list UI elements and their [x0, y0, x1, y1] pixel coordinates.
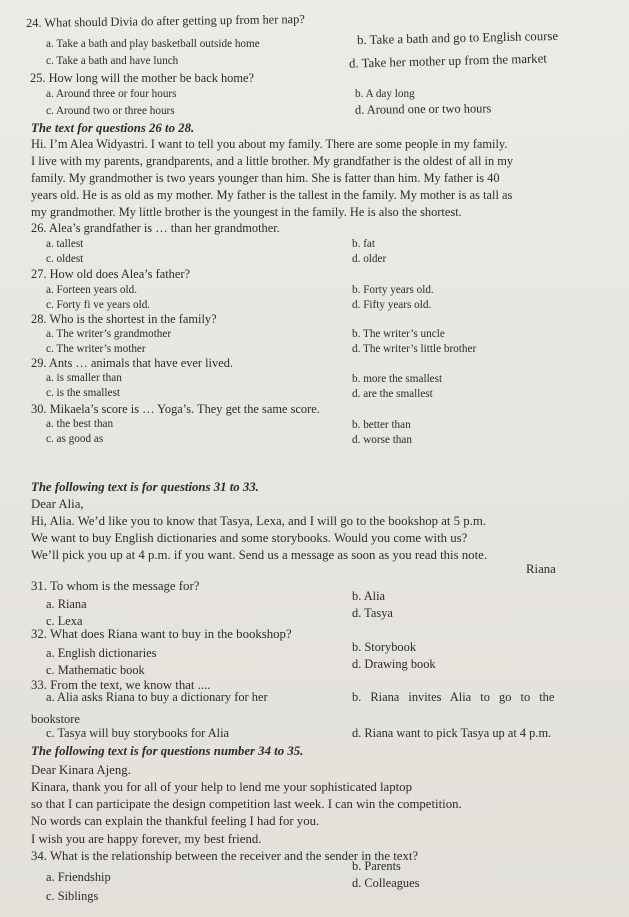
- text3-line: so that I can participate the design competition last week. I can win the competition.: [31, 797, 462, 811]
- text2-line: Hi, Alia. We’d like you to know that Tasya, Lexa, and I will go to the bookshop at 5 p.m.: [31, 514, 487, 528]
- q25-option-a: a. Around three or four hours: [46, 88, 177, 100]
- q26-option-a: a. tallest: [46, 238, 84, 250]
- text2-heading: The following text is for questions 31 to 33.: [31, 480, 259, 494]
- q26-stem: 26. Alea’s grandfather is … than her grandmother.: [31, 221, 280, 235]
- q30-option-d: d. worse than: [352, 434, 412, 446]
- q33-option-c: c. Tasya will buy storybooks for Alia: [46, 726, 230, 740]
- q33-stem: 33. From the text, we know that ....: [31, 678, 211, 692]
- q29-stem: 29. Ants … animals that have ever lived.: [31, 356, 233, 370]
- text2-line: We want to buy English dictionaries and some storybooks. Would you come with us?: [31, 531, 468, 545]
- text2-greeting: Dear Alia,: [31, 497, 84, 511]
- q25-option-d: d. Around one or two hours: [354, 101, 492, 117]
- q33-option-a: a. Alia asks Riana to buy a dictionary for her: [46, 690, 268, 704]
- q29-option-c: c. is the smallest: [46, 387, 120, 399]
- q31-stem: 31. To whom is the message for?: [31, 579, 200, 593]
- q33-option-b: b. Riana invites Alia to go to the: [352, 690, 555, 704]
- text1-line: my grandmother. My little brother is the youngest in the family. He is also the shortest.: [31, 205, 462, 219]
- q26-option-b: b. fat: [352, 238, 375, 250]
- q28-option-b: b. The writer’s uncle: [352, 328, 445, 340]
- q32-option-c: c. Mathematic book: [46, 663, 145, 677]
- q33-option-d: d. Riana want to pick Tasya up at 4 p.m.: [352, 726, 552, 740]
- q25-stem: 25. How long will the mother be back home?: [30, 71, 255, 85]
- q24-option-a: a. Take a bath and play basketball outside home: [46, 38, 260, 50]
- q27-option-a: a. Forteen years old.: [46, 284, 138, 296]
- q34-option-c: c. Siblings: [46, 889, 99, 903]
- q24-option-d: d. Take her mother up from the market: [348, 51, 548, 71]
- q28-option-c: c. The writer’s mother: [46, 343, 146, 355]
- text1-line: I live with my parents, grandparents, and a little brother. My grandfather is the oldest of all in my: [31, 154, 514, 168]
- q32-option-d: d. Drawing book: [352, 657, 436, 671]
- q28-option-a: a. The writer’s grandmother: [46, 328, 172, 340]
- q33-option-b-continued: bookstore: [31, 712, 80, 726]
- q24-stem: 24. What should Divia do after getting up from her nap?: [25, 12, 305, 30]
- text1-line: years old. He is as old as my mother. My father is the tallest in the family. My mother is as tall as: [31, 188, 513, 202]
- q34-option-d: d. Colleagues: [352, 876, 420, 890]
- q26-option-c: c. oldest: [46, 253, 84, 265]
- q34-option-b: b. Parents: [352, 859, 401, 873]
- q29-option-b: b. more the smallest: [352, 373, 443, 385]
- q25-option-b: b. A day long: [355, 88, 415, 100]
- q32-option-a: a. English dictionaries: [46, 646, 157, 660]
- text1-heading: The text for questions 26 to 28.: [31, 121, 195, 135]
- q31-option-a: a. Riana: [46, 597, 87, 611]
- q30-option-b: b. better than: [352, 419, 411, 431]
- q25-option-c: c. Around two or three hours: [46, 105, 175, 117]
- q34-stem: 34. What is the relationship between the receiver and the sender in the text?: [31, 849, 419, 863]
- q30-option-c: c. as good as: [46, 433, 104, 445]
- q28-stem: 28. Who is the shortest in the family?: [31, 312, 217, 326]
- q29-option-a: a. is smaller than: [46, 372, 122, 384]
- q28-option-d: d. The writer’s little brother: [352, 343, 477, 355]
- q30-stem: 30. Mikaela’s score is … Yoga’s. They get the same score.: [31, 402, 320, 416]
- q24-option-c: c. Take a bath and have lunch: [46, 55, 179, 67]
- q31-option-c: c. Lexa: [46, 614, 83, 628]
- text2-line: We’ll pick you up at 4 p.m. if you want. Send us a message as soon as you read this note.: [31, 548, 488, 562]
- q31-option-d: d. Tasya: [352, 606, 393, 620]
- q31-option-b: b. Alia: [352, 589, 386, 603]
- q27-stem: 27. How old does Alea’s father?: [31, 267, 190, 281]
- q30-option-a: a. the best than: [46, 418, 114, 430]
- text3-greeting: Dear Kinara Ajeng.: [31, 763, 131, 777]
- q27-option-c: c. Forty fi ve years old.: [46, 299, 151, 311]
- text3-heading: The following text is for questions number 34 to 35.: [31, 744, 304, 758]
- q32-option-b: b. Storybook: [352, 640, 417, 654]
- q32-stem: 32. What does Riana want to buy in the bookshop?: [31, 627, 292, 641]
- q29-option-d: d. are the smallest: [352, 388, 433, 400]
- text3-line: No words can explain the thankful feeling I had for you.: [31, 814, 320, 828]
- q26-option-d: d. older: [352, 253, 387, 265]
- text1-line: Hi. I’m Alea Widyastri. I want to tell you about my family. There are some people in my family.: [31, 137, 508, 151]
- text3-line: I wish you are happy forever, my best friend.: [31, 832, 262, 846]
- text3-line: Kinara, thank you for all of your help to lend me your sophisticated laptop: [31, 780, 412, 794]
- q24-option-b: b. Take a bath and go to English course: [356, 28, 559, 48]
- q27-option-d: d. Fifty years old.: [352, 299, 432, 311]
- text2-signature: Riana: [526, 562, 556, 576]
- q27-option-b: b. Forty years old.: [352, 284, 434, 296]
- q34-option-a: a. Friendship: [46, 870, 111, 884]
- text1-line: family. My grandmother is two years younger than him. She is fatter than him. My father is 40: [31, 171, 500, 185]
